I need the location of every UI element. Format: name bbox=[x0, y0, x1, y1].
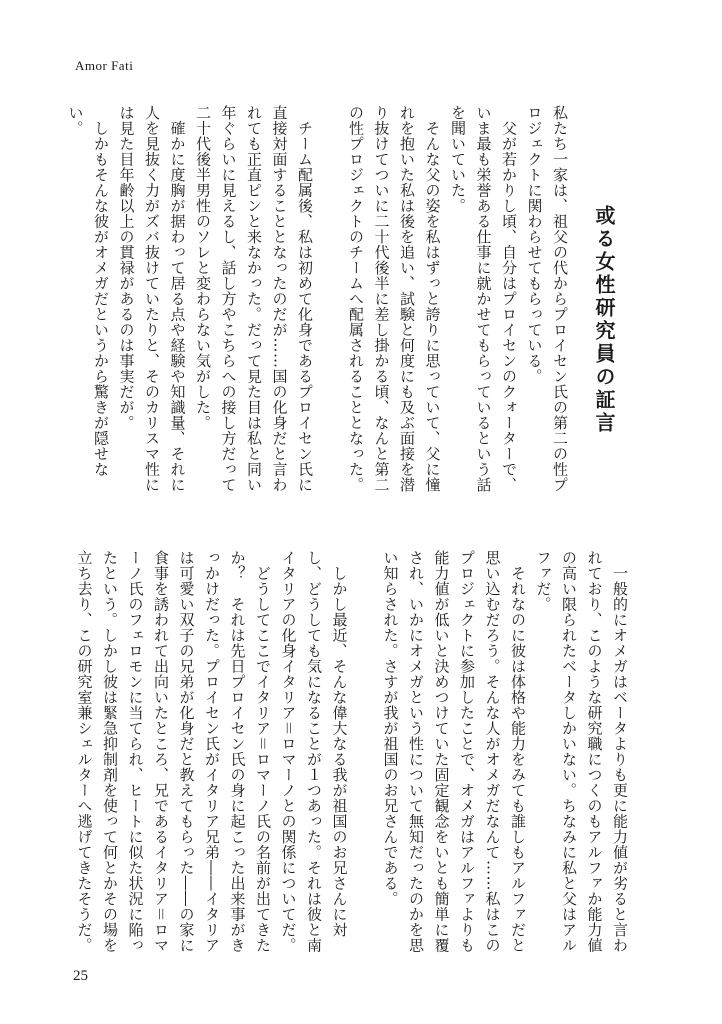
paragraph: どうしてここでイタリア＝ロマーノ氏の名前が出てきたか？ それは先日プロイセン氏の身に起こった出来事がきっかけだった。プロイセン氏がイタリア兄弟――イタリアは可愛い双子の兄弟が化身だと教えてもらった――の家に食事を誘われて出向いたところ、兄であるイタリア＝ロマーノ氏のフェロモンに当てられ、ヒートに似た状況に陥ったという。しかし彼は緊急抑制剤を使って何とかその場を立ち去り、この研究室兼シェルターへ逃げてきたそうだ。 bbox=[75, 550, 272, 954]
paragraph: 一般的にオメガはベータよりも更に能力値が劣ると言われており、このような研究職につくのもアルファか能力値の高い限られたベータしかいない。ちなみに私と父はアルファだ。 bbox=[534, 550, 629, 953]
upper-text-block bbox=[66, 105, 572, 505]
paragraph: それなのに彼は体格や能力をみても誰しもアルファだと思い込むだろう。そんな人がオメガだなんて……私はこのプロジェクトに参加したことで、オメガはアルファよりも能力値が低いと決めつけていた固定観念をいとも簡単に覆され、いかにオメガという性について無知だったのかを思い知らされた。さすが我が祖国のお兄さんである。 bbox=[381, 550, 527, 953]
page-number: 25 bbox=[73, 968, 88, 984]
paragraph: 私たち一家は、祖父の代からプロイセン氏の第二の性プロジェクトに関わらせてもらっている。 bbox=[525, 105, 569, 493]
paragraph: 父が若かりし頃、自分はプロイセンのクォーターで、いま最も栄誉ある仕事に就かせてもらっているという話を聞いていた。 bbox=[449, 105, 518, 493]
paragraph: チーム配属後、私は初めて化身であるプロイセン氏に直接対面することとなったのだが……国の化身だと言われても正直ピンと来なかった。だって見た目は私と同い年ぐらいに見えるし、話し方やこちらへの接し方だって二十代後半男性のソレと変わらない気がした。 bbox=[194, 105, 314, 493]
paragraph: しかもそんな彼がオメガだというから驚きが隠せない。 bbox=[66, 105, 110, 477]
paragraph-spacer bbox=[352, 550, 378, 960]
paragraph-spacer bbox=[317, 105, 343, 505]
paragraph: 確かに度胸が据わって居る点や経験や知識量、それに人を見抜く力がズバ抜けていたりと、そのカリスマ性には見た目年齢以上の貫禄があるのは事実だが。 bbox=[117, 105, 187, 493]
paragraph: そんな父の姿を私はずっと誇りに思っていて、父に憧れを抱いた私は後を追い、試験と何度にも及ぶ面接を潜り抜けてついに二十代後半に差し掛かる頃、なんと第二の性プロジェクトのチームへ配属されることとなった。 bbox=[347, 105, 442, 493]
chapter-title: 或る女性研究員の証言 bbox=[592, 205, 616, 435]
running-header: Amor Fati bbox=[75, 58, 134, 73]
paragraph: しかし最近、そんな偉大なる我が祖国のお兄さんに対し、どうしても気になることが１つあった。それは彼と南イタリアの化身イタリア＝ロマーノとの関係についてだ。 bbox=[279, 550, 349, 954]
lower-text-block bbox=[72, 550, 632, 960]
